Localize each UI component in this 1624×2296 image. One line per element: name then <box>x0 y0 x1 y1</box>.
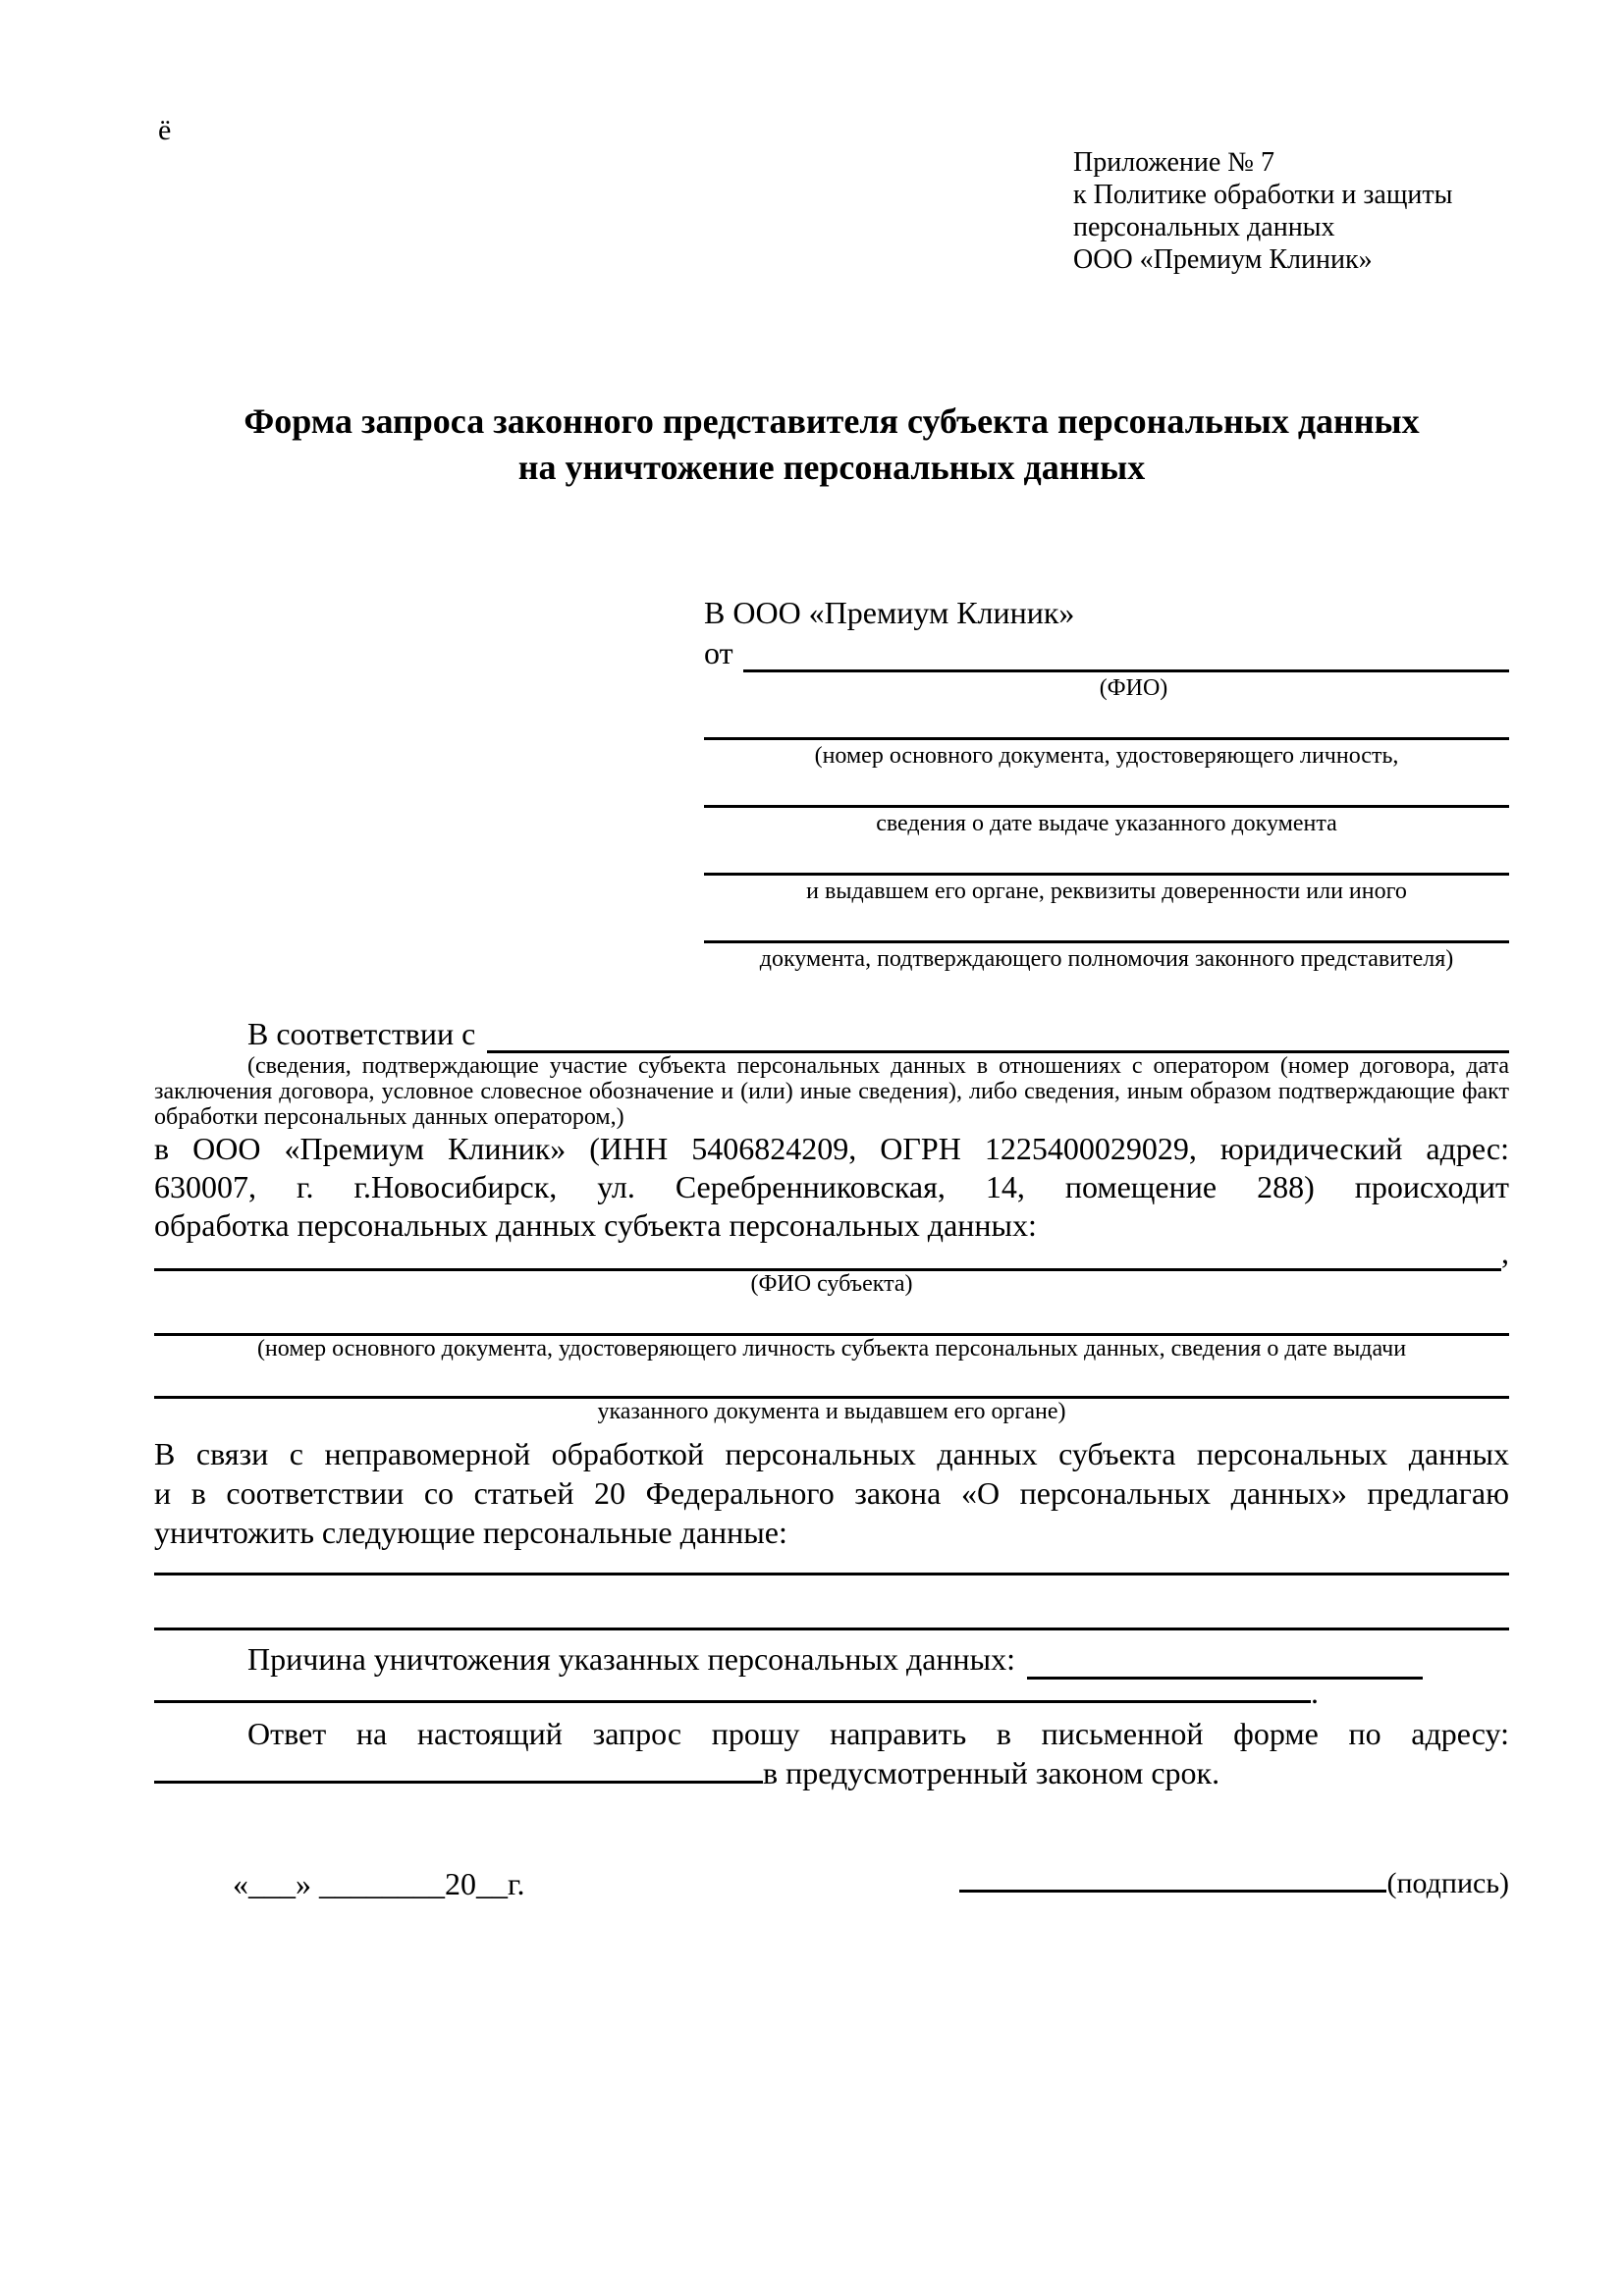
subject-fio-row <box>154 1235 1509 1271</box>
answer-tail: в предусмотренный законом срок. <box>763 1755 1220 1790</box>
field-caption: сведения о дате выдаче указанного документа <box>876 811 1337 836</box>
stray-char: ё <box>158 114 172 146</box>
field-blank-line <box>704 940 1509 943</box>
field-blank-line <box>704 737 1509 740</box>
accordance-row <box>154 1014 1509 1053</box>
field-caption: документа, подтверждающего полномочия законного представителя) <box>759 946 1454 972</box>
reason-label: Причина уничтожения указанных персональных данных: <box>247 1641 1016 1677</box>
request-paragraph-line: и в соответствии со статьей 20 Федерального закона «О персональных данных» предлагаю <box>154 1475 1509 1511</box>
title-line: Форма запроса законного представителя субъекта персональных данных <box>244 401 1420 441</box>
accordance-label: В соответствии с <box>247 1016 476 1051</box>
appendix-note-line: к Политике обработки и защиты <box>1073 180 1453 210</box>
subject-fio-blank-line <box>154 1245 1501 1271</box>
appendix-note-line: персональных данных <box>1073 212 1335 242</box>
from-label: от <box>704 635 733 670</box>
trailing-period: . <box>1311 1675 1319 1710</box>
accordance-caption-line: (сведения, подтверждающие участие субъекта персональных данных в отношениях с оператором (номер договора, дата <box>247 1053 1509 1079</box>
addressee-block <box>704 592 1509 973</box>
request-paragraph-line: В связи с неправомерной обработкой персональных данных субъекта персональных данных <box>154 1436 1509 1471</box>
address-blank-line <box>154 1780 763 1784</box>
subject-fio-caption: (ФИО субъекта) <box>750 1271 913 1297</box>
date-blank: «___» ________20__г. <box>233 1866 525 1901</box>
subject-doc-caption: указанного документа и выдавшем его органе) <box>597 1399 1066 1424</box>
operator-paragraph-line: 630007, г. г.Новосибирск, ул. Серебренниковская, 14, помещение 288) происходит <box>154 1169 1509 1204</box>
body-column <box>154 1014 1509 1792</box>
reason-continuation-row <box>154 1675 1509 1710</box>
appendix-note-line: Приложение № 7 <box>1073 147 1274 178</box>
reason-row <box>154 1638 1509 1680</box>
operator-paragraph-line: в ООО «Премиум Клиник» (ИНН 5406824209, ОГРН 1225400029029, юридический адрес: <box>154 1131 1509 1166</box>
request-paragraph <box>154 1434 1509 1552</box>
data-blank-line <box>154 1573 1509 1575</box>
field-caption: и выдавшем его органе, реквизиты доверенности или иного <box>806 879 1407 904</box>
reason-blank-line-2 <box>154 1699 1311 1703</box>
appendix-note-line: ООО «Премиум Клиник» <box>1073 244 1373 275</box>
fio-blank-line <box>743 633 1509 672</box>
answer-line-1: Ответ на настоящий запрос прошу направить в письменной форме по адресу: <box>247 1716 1509 1751</box>
footer-row <box>154 1863 1509 1904</box>
field-caption: (номер основного документа, удостоверяющего личность, <box>814 743 1399 769</box>
title-line: на уничтожение персональных данных <box>517 448 1146 487</box>
accordance-caption-line: обработки персональных данных оператором,) <box>154 1104 624 1130</box>
answer-line-2 <box>154 1753 1509 1792</box>
addressee-to: В ООО «Премиум Клиник» <box>704 595 1075 630</box>
accordance-blank-line <box>487 1014 1509 1053</box>
signature-blank-line <box>959 1889 1386 1893</box>
addressee-from-row <box>704 633 1509 672</box>
appendix-note <box>1073 146 1452 276</box>
signature-block <box>959 1863 1509 1904</box>
accordance-caption-line: заключения договора, условное словесное обозначение и (или) иные сведения), либо сведения, иным образом подтверждающие факт <box>154 1079 1509 1104</box>
request-paragraph-line: уничтожить следующие персональные данные: <box>154 1515 787 1550</box>
field-blank-line <box>704 805 1509 808</box>
field-blank-line <box>704 873 1509 876</box>
operator-paragraph-line: обработка персональных данных субъекта персональных данных: <box>154 1207 1037 1243</box>
trailing-comma: , <box>1501 1235 1509 1270</box>
data-blank-line <box>154 1628 1509 1630</box>
signature-caption: (подпись) <box>1386 1867 1509 1899</box>
subject-doc-caption: (номер основного документа, удостоверяющего личность субъекта персональных данных, сведения о дате выдачи <box>256 1336 1407 1362</box>
reason-blank-line <box>1027 1638 1423 1680</box>
document-title <box>154 399 1509 491</box>
fio-caption: (ФИО) <box>1099 675 1168 701</box>
